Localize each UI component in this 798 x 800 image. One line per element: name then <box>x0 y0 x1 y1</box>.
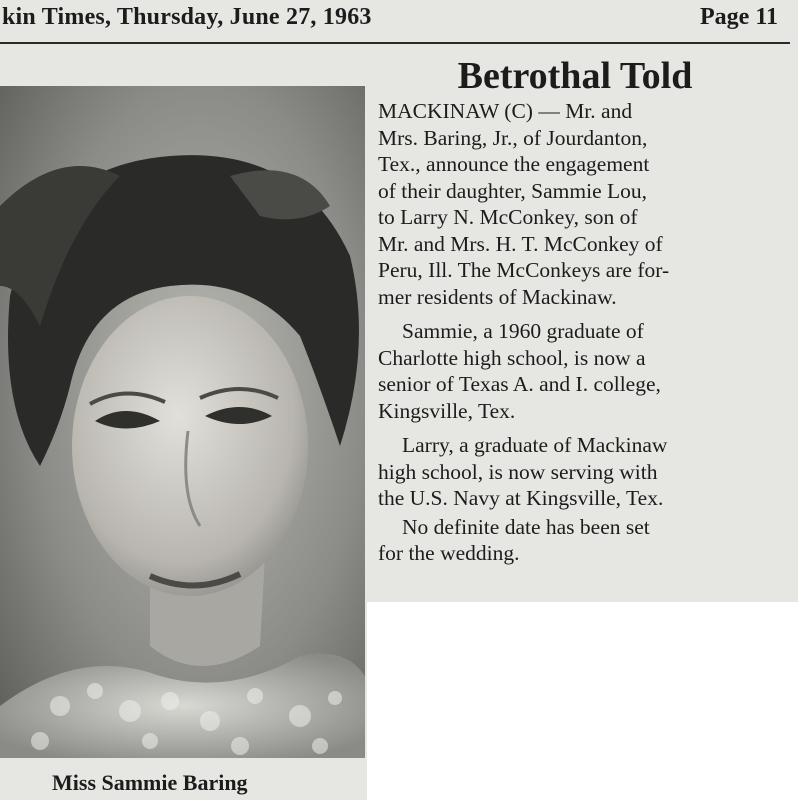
article-line: Kingsville, Tex. <box>378 398 516 423</box>
article-line: Peru, Ill. The McConkeys are for- <box>378 258 670 282</box>
photo-caption: Miss Sammie Baring <box>52 770 248 795</box>
page-number: Page 11 <box>700 4 778 30</box>
blank-area <box>367 602 798 800</box>
page-header <box>0 0 798 44</box>
article-line: mer residents of Mackinaw. <box>378 284 617 309</box>
article-line: senior of Texas A. and I. college, <box>378 372 661 396</box>
article-line: Charlotte high school, is now a <box>378 345 646 370</box>
article-paragraph <box>378 98 785 310</box>
article-line: for the wedding. <box>378 541 520 565</box>
article-line: of their daughter, Sammie Lou, <box>378 178 648 203</box>
article-line: Tex., announce the engagement <box>378 152 650 176</box>
article-line: to Larry N. McConkey, son of <box>378 205 638 229</box>
article-body <box>378 98 785 567</box>
article-line: MACKINAW (C) — Mr. and <box>378 99 633 123</box>
article-line: Larry, a graduate of Mackinaw <box>402 433 668 457</box>
header-rule <box>0 42 790 44</box>
masthead-title-date: kin Times, Thursday, June 27, 1963 <box>2 4 372 30</box>
article-line: Mr. and Mrs. H. T. McConkey of <box>378 231 663 256</box>
article-paragraph <box>378 514 785 567</box>
article-paragraph <box>378 432 785 512</box>
article-paragraph <box>378 318 785 424</box>
article-line: high school, is now serving with <box>378 459 658 484</box>
portrait-illustration <box>0 86 365 758</box>
article-headline: Betrothal Told <box>457 55 693 97</box>
article-line: Mrs. Baring, Jr., of Jourdanton, <box>378 125 648 150</box>
article-line: No definite date has been set <box>402 514 650 539</box>
portrait-photo <box>0 86 365 758</box>
article-line: the U.S. Navy at Kingsville, Tex. <box>378 486 664 510</box>
article-line: Sammie, a 1960 graduate of <box>402 319 644 343</box>
